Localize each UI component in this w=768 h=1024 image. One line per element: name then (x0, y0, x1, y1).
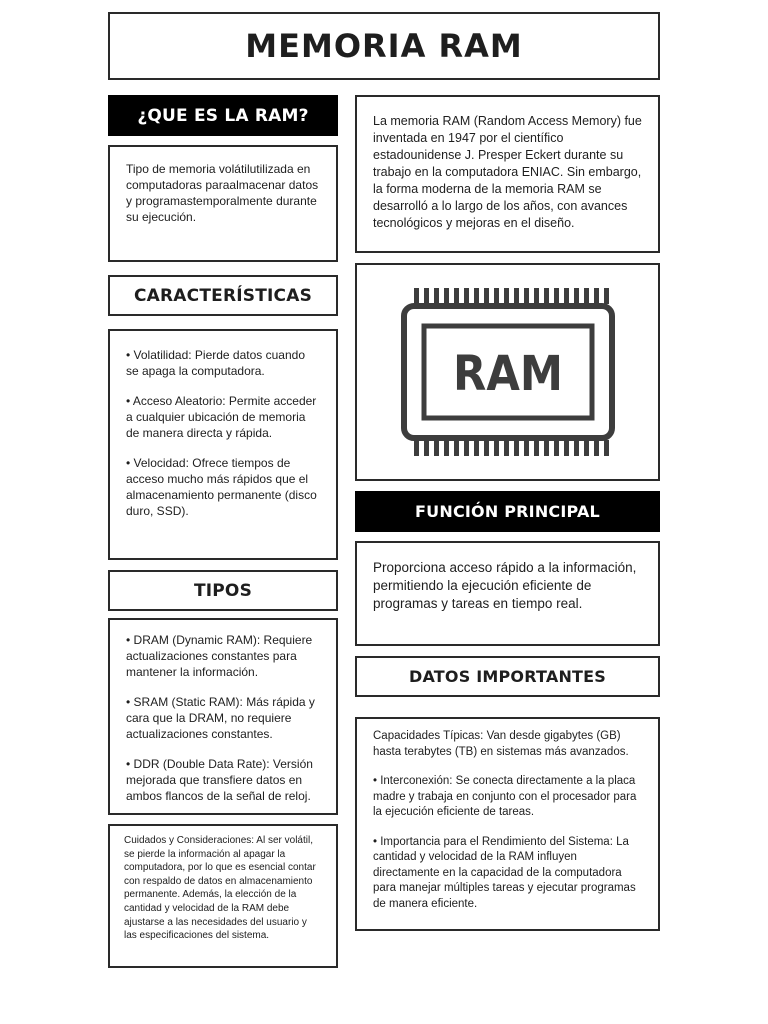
chip-pin (454, 288, 459, 304)
chip-pin (484, 288, 489, 304)
list-item: • Interconexión: Se conecta directamente a la placa madre y trabaja en conjunto con el procesador para la ejecución eficiente de tareas. (373, 775, 637, 818)
chip-pin (584, 440, 589, 456)
page-title: MEMORIA RAM (108, 12, 660, 80)
tipos-list (108, 618, 338, 815)
chip-pin (424, 288, 429, 304)
que-es-text: Tipo de memoria volátilutilizada en computadoras paraalmacenar datos y programastemporalmente durante su ejecución. (108, 145, 338, 262)
ram-image-panel (355, 263, 660, 481)
chip-pin (524, 440, 529, 456)
caracteristicas-list (108, 329, 338, 560)
list-item: • Velocidad: Ofrece tiempos de acceso mucho más rápidos que el almacenamiento permanente (disco duro, SSD). (126, 456, 317, 518)
ram-chip-icon (388, 282, 628, 462)
chip-pin (534, 288, 539, 304)
datos-heading: DATOS IMPORTANTES (355, 656, 660, 697)
chip-pin (504, 440, 509, 456)
tipos-heading: TIPOS (108, 570, 338, 611)
chip-pin (594, 440, 599, 456)
datos-list (355, 717, 660, 931)
chip-pin (554, 288, 559, 304)
chip-pin (574, 288, 579, 304)
chip-pin (494, 288, 499, 304)
cuidados-text: Cuidados y Consideraciones: Al ser volátil, se pierde la información al apagar la computadora, por lo que es esencial contar con respaldo de datos en almacenamiento permanente. Además, la elección de la cantidad y velocidad de la RAM debe ajustarse a las necesidades del usuario y las especificaciones del sistema. (108, 824, 338, 968)
list-item: • Acceso Aleatorio: Permite acceder a cualquier ubicación de memoria de manera directa y rápida. (126, 394, 317, 440)
chip-pin (464, 440, 469, 456)
list-item: Capacidades Típicas: Van desde gigabytes (GB) hasta terabytes (TB) en sistemas más avanzados. (373, 730, 629, 758)
chip-pin (524, 288, 529, 304)
chip-pin (444, 440, 449, 456)
chip-pin (564, 440, 569, 456)
chip-pin (544, 440, 549, 456)
chip-pin (454, 440, 459, 456)
list-item: • DDR (Double Data Rate): Versión mejorada que transfiere datos en ambos flancos de la señal de reloj. (126, 757, 313, 803)
list-item: • DRAM (Dynamic RAM): Requiere actualizaciones constantes para mantener la información. (126, 633, 313, 679)
chip-pin (414, 440, 419, 456)
chip-pin (554, 440, 559, 456)
chip-pin (414, 288, 419, 304)
chip-pin (474, 288, 479, 304)
chip-pin (544, 288, 549, 304)
chip-pin (514, 288, 519, 304)
funcion-text: Proporciona acceso rápido a la información, permitiendo la ejecución eficiente de programas y tareas en tiempo real. (355, 541, 660, 646)
funcion-heading: FUNCIÓN PRINCIPAL (355, 491, 660, 532)
list-item: • Volatilidad: Pierde datos cuando se apaga la computadora. (126, 348, 305, 378)
chip-pin (574, 440, 579, 456)
historia-text: La memoria RAM (Random Access Memory) fue inventada en 1947 por el científico estadounidense J. Presper Eckert durante su trabajo en la computadora ENIAC. Sin embargo, la forma moderna de la memoria RAM se desarrolló a lo largo de los años, con avances tecnológicos y mejoras en el diseño. (355, 95, 660, 253)
chip-pin (604, 288, 609, 304)
chip-pin (464, 288, 469, 304)
chip-pin (424, 440, 429, 456)
chip-label: RAM (452, 346, 563, 402)
caracteristicas-heading: CARACTERÍSTICAS (108, 275, 338, 316)
chip-pin (564, 288, 569, 304)
chip-pin (494, 440, 499, 456)
chip-pin (484, 440, 489, 456)
chip-pin (594, 288, 599, 304)
que-es-heading: ¿QUE ES LA RAM? (108, 95, 338, 136)
list-item: • SRAM (Static RAM): Más rápida y cara que la DRAM, no requiere actualizaciones constantes. (126, 695, 315, 741)
chip-pin (514, 440, 519, 456)
chip-pin (584, 288, 589, 304)
chip-pin (504, 288, 509, 304)
list-item: • Importancia para el Rendimiento del Sistema: La cantidad y velocidad de la RAM influyen directamente en la capacidad de la computadora para manejar múltiples tareas y ejecutar programas de manera eficiente. (373, 835, 636, 910)
chip-pin (604, 440, 609, 456)
chip-pin (474, 440, 479, 456)
chip-pin (434, 440, 439, 456)
chip-pin (534, 440, 539, 456)
chip-pin (434, 288, 439, 304)
chip-pin (444, 288, 449, 304)
